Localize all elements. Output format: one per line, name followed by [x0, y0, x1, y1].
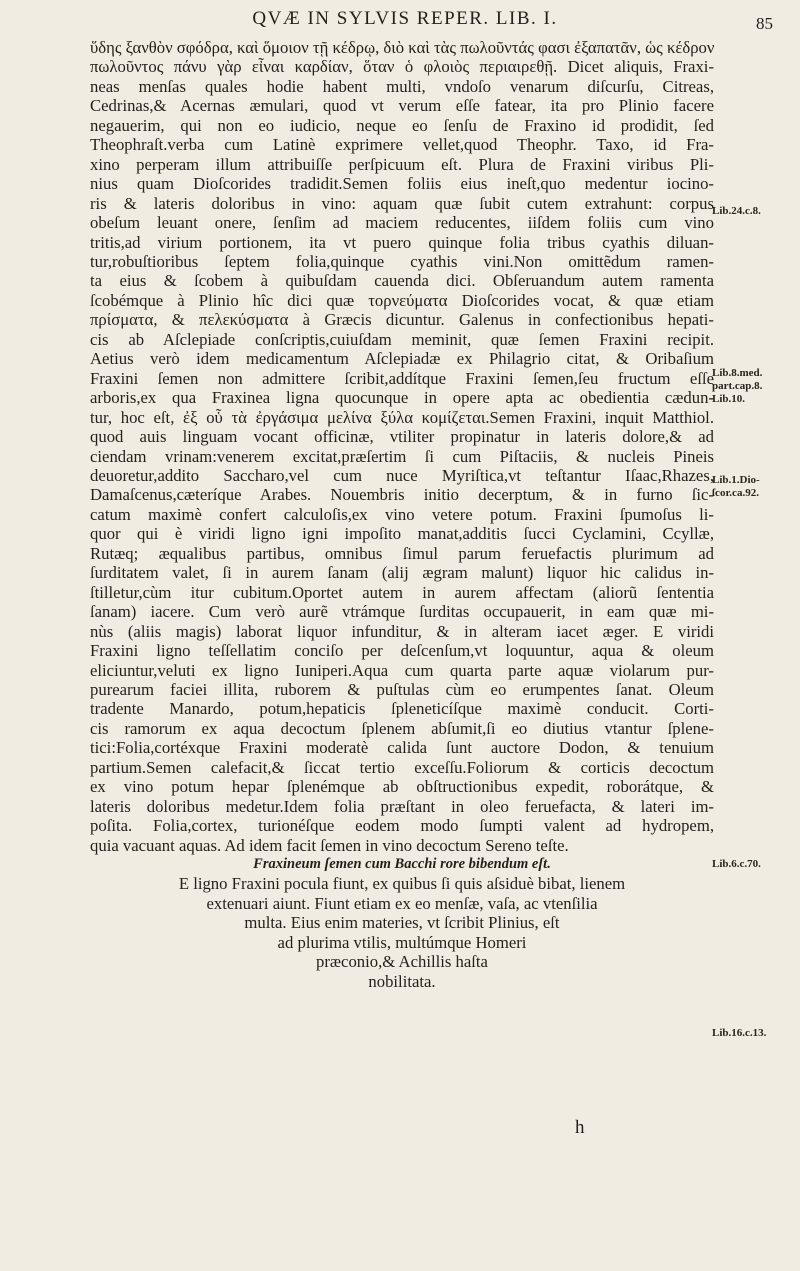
text-line: Theophraſt.verba cum Latinè exprimere vellet,quod Theophr. Taxo, id Fra- — [90, 135, 714, 155]
text-line: quod auis linguam vocant officinæ, vtiliter propinatur in lateris dolore,& ad — [90, 427, 714, 447]
text-line: partium.Semen calefacit,& ſiccat tertio exceſſu.Foliorum & corticis decoctum — [90, 757, 714, 777]
running-title: QVÆ IN SYLVIS REPER. LIB. I. — [252, 8, 558, 29]
text-line: tur, hoc eſt, ἐξ οὗ τὰ ἐργάσιμα μελίνα ξύλα κομίζεται.Semen Fraxini, inquit Matthiol. — [90, 407, 714, 427]
text-line: ciendam vrinam:venerem excitat,præſertim ſi cum Piſtaciis, & nucleis Pineis — [90, 446, 714, 466]
text-line: ſcobémque à Plinio hîc dici quæ τορνεύματα Dioſcorides vocat, & quæ etiam — [90, 290, 714, 310]
body-lines — [90, 38, 714, 855]
closing-line: præconio,& Achillis haſta — [316, 952, 488, 972]
text-line: cis ab Aſclepiade conſcriptis,cuiuſdam meminit, quæ ſemen Fraxini recipit. — [90, 329, 714, 349]
closing-line: extenuari aiunt. Fiunt etiam ex eo menſæ, vaſa, ac vtenſilia — [206, 893, 598, 913]
text-line: eliciuntur,veluti ex ligno Iuniperi.Aqua cum quarta parte aquæ violarum pur- — [90, 660, 714, 680]
text-line: ris & lateris doloribus in vino: aquam quæ ſubit cutem extrahunt: corpus — [90, 193, 714, 213]
main-text — [90, 38, 714, 991]
text-line: catum maximè confert calculoſis,ex vino vetere potum. Fraxini ſpumoſus li- — [90, 504, 714, 524]
margin-note-2: Lib.8.med. part.cap.8. Lib.10. — [712, 367, 763, 405]
margin-note-4: Lib.6.c.70. — [712, 858, 761, 870]
text-line: tradente Manardo, potum,hepaticis ſpleneticíſque maximè conducit. Corti- — [90, 699, 714, 719]
text-line: poſita. Folia,cortex, turionéſque eodem modo ſumpti valent ad hydropem, — [90, 816, 714, 836]
text-line: negauerim, qui non eo iudicio, neque eo ſenſu de Fraxino id prodidit, ſed — [90, 115, 714, 135]
page-number: 85 — [756, 14, 773, 33]
closing-line: E ligno Fraxini pocula fiunt, ex quibus ſi quis aſsiduè bibat, lienem — [178, 874, 626, 894]
text-line: lateris doloribus medetur.Idem folia præſtant in oleo feruefacta, & lateri im- — [90, 796, 714, 816]
text-line: Aetius verò idem medicamentum Aſclepiadæ ex Philagrio citat, & Oribaſium — [90, 349, 714, 369]
text-line: tur,robuſtioribus ſeptem folia,quinque cyathis vini.Non omittẽdum ramen- — [90, 251, 714, 271]
verse-quote: Fraxineum ſemen cum Bacchi rore bibendum eſt. — [253, 856, 551, 873]
text-line: obeſum leuant onere, ſenſim ad maciem reducentes, iiſdem foliis cum vino — [90, 213, 714, 233]
text-line: neas menſas quales hodie habent multi, vndoſo venarum diſcurſu, Citreas, — [90, 76, 714, 96]
margin-note-3: Lib.1.Dio-ſcor.ca.92. — [712, 474, 760, 499]
closing-line: ad plurima vtilis, multúmque Homeri — [277, 932, 527, 952]
text-line: πωλοῦντος πάνυ γὰρ εἶναι καρδίαν, ὅταν ὁ φλοιὸς περιαιρεθῇ. Dicet aliquis, Fraxi- — [90, 57, 714, 77]
text-line: arboris,ex qua Fraxinea ligna quocunque in opere apta ac obedientia cædun- — [90, 388, 714, 408]
text-line: ὕδης ξανθὸν σφόδρα, καὶ ὅμοιον τῇ κέδρῳ, διὸ καὶ τὰς πωλοῦντάς φασι ἐξαπατᾶν, ὡς κέδρον — [90, 38, 715, 57]
text-line: ta eius & ſcobem à quibuſdam cauenda dici. Obſeruandum autem ramenta — [90, 271, 714, 291]
text-line: deuoretur,addito Saccharo,vel cum nuce Myriſtica,vt teſtantur Iſaac,Rhazes, — [90, 465, 714, 485]
signature-mark: h — [575, 1117, 585, 1138]
closing-line: multa. Eius enim materies, vt ſcribit Plinius, eſt — [244, 913, 560, 933]
text-line: Fraxini ligno teſſellatim conciſo per deſcenſum,vt loquuntur, aqua & oleum — [90, 641, 714, 661]
text-line: πρίσματα, & πελεκύσματα à Græcis dicuntur. Galenus in confectionibus hepati- — [90, 310, 714, 330]
text-line: purearum faciei illita, ruborem & puſtulas cùm eo erumpentes ſanat. Oleum — [90, 679, 714, 699]
text-line: nius quam Dioſcorides tradidit.Semen foliis eius ineſt,quo medentur iocino- — [90, 174, 714, 194]
text-line: nùs (aliis magis) laborat liquor infunditur, & in alteram iacet æger. E viridi — [90, 621, 714, 641]
text-line: quor qui è viridi ligno igni impoſito manat,additis ſucci Cyclamini, Ccyllæ, — [90, 524, 714, 544]
margin-note-5: Lib.16.c.13. — [712, 1027, 767, 1039]
closing-line: nobilitata. — [368, 971, 436, 991]
text-line: tritis,ad virium portionem, ita vt puero quinque folia tribus cyathis diluan- — [90, 232, 714, 252]
closing-paragraph — [90, 874, 714, 991]
text-line: ſurditatem valet, ſi in aurem ſanam (alij ægram malunt) liquor hic calidus in- — [90, 563, 714, 583]
text-line: xino perperam illum attribuiſſe perſpicuum eſt. Plura de Fraxini viribus Pli- — [90, 154, 714, 174]
text-line: quia vacuant aquas. Ad idem facit ſemen in vino decoctum Sereno teſte. — [90, 835, 569, 855]
margin-note-1: Lib.24.c.8. — [712, 205, 761, 217]
text-line: ex vino potum hepar ſplenémque ab obſtructionibus expedit, roborátque, & — [90, 777, 714, 797]
text-line: ſtilletur,cùm itur cubitum.Oportet autem in aurem affectam (aliorũ ſententia — [90, 582, 714, 602]
text-line: ſanam) iacere. Cum verò aurẽ vtrámque ſurditas occupauerit, in eam quæ mi- — [90, 602, 714, 622]
text-line: tici:Folia,cortéxque Fraxini moderatè calida ſunt auctore Dodon, & tenuium — [90, 738, 714, 758]
text-line: Rutæq; æqualibus partibus, omnibus ſimul parum feruefactis plurimum ad — [90, 543, 714, 563]
text-line: Damaſcenus,cæteríque Arabes. Nouembris initio decerptum, & in furno ſic- — [90, 485, 714, 505]
text-line: cis ramorum ex aqua decoctum ſplenem abſumit,ſi eo diutius vtantur ſplene- — [90, 718, 714, 738]
text-line: Cedrinas,& Acernas æmulari, quod vt verum eſſe fatear, ita pro Plinio facere — [90, 96, 714, 116]
text-line: Fraxini ſemen non admittere ſcribit,addítque Fraxini ſemen,ſeu fructum eſſe — [90, 368, 714, 388]
